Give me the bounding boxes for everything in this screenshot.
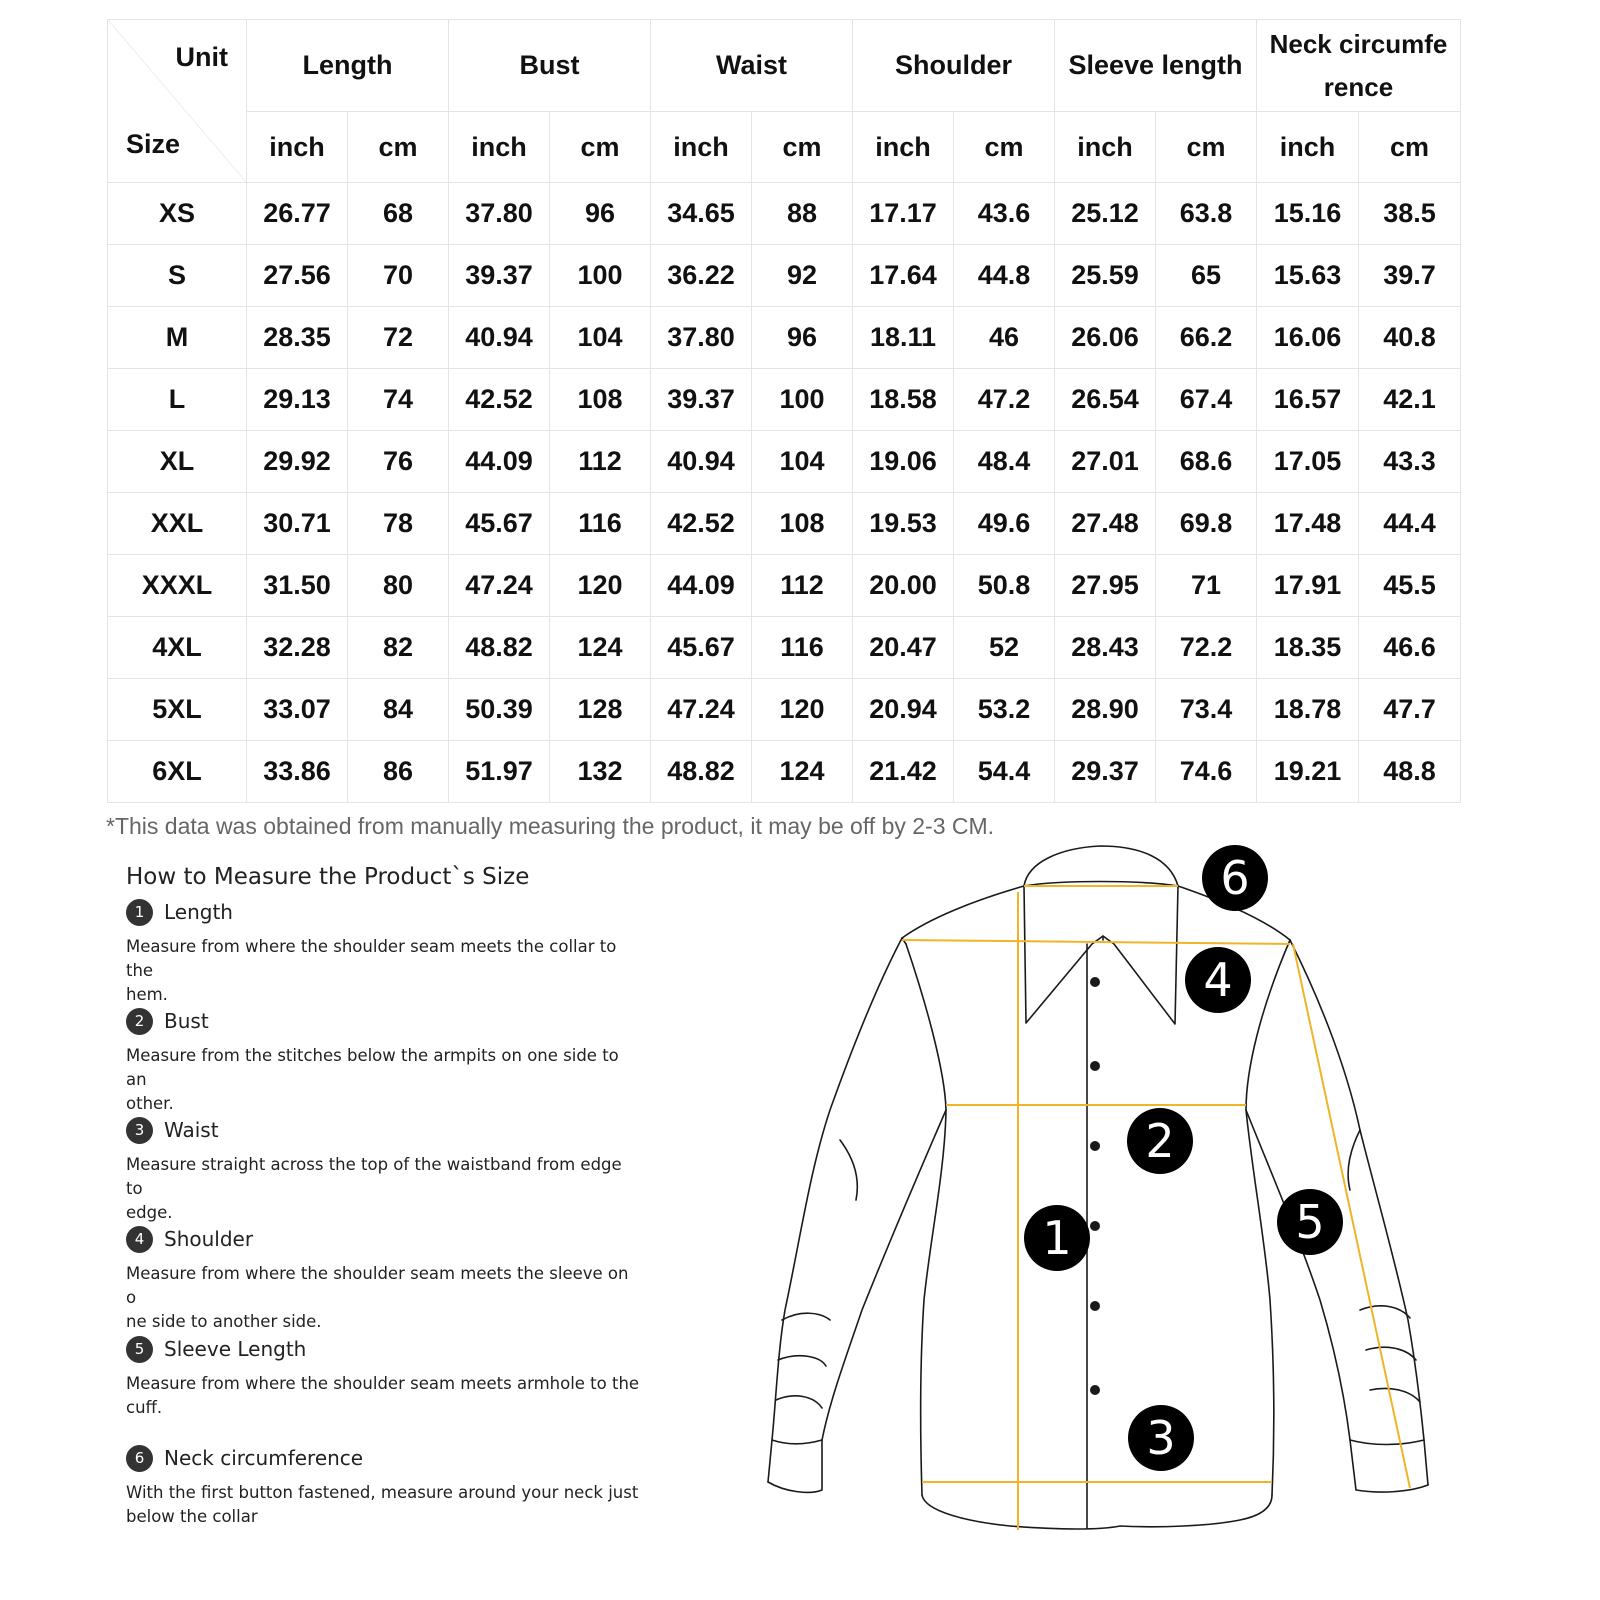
size-label-cell: 4XL	[108, 617, 247, 679]
measurement-cell: 33.86	[247, 741, 348, 803]
unit-inch-header: inch	[247, 112, 348, 183]
length-header: Length	[247, 20, 449, 112]
measurement-cell: 39.7	[1359, 245, 1461, 307]
measurement-cell: 53.2	[954, 679, 1055, 741]
measurement-cell: 25.59	[1055, 245, 1156, 307]
guide-item-neck-circumference	[126, 1443, 641, 1529]
measurement-cell: 42.1	[1359, 369, 1461, 431]
description-line: cuff.	[126, 1398, 163, 1417]
unit-size-corner-cell	[108, 20, 247, 183]
measurement-cell: 37.80	[449, 183, 550, 245]
measurement-cell: 66.2	[1156, 307, 1257, 369]
measurement-cell: 17.64	[853, 245, 954, 307]
measurement-cell: 20.94	[853, 679, 954, 741]
measurement-cell: 71	[1156, 555, 1257, 617]
table-row	[108, 617, 1461, 679]
measurement-cell: 52	[954, 617, 1055, 679]
marker-4-icon	[1185, 947, 1251, 1013]
table-row	[108, 741, 1461, 803]
measurement-cell: 29.37	[1055, 741, 1156, 803]
shirt-measurement-diagram	[760, 840, 1480, 1590]
measurement-cell: 18.11	[853, 307, 954, 369]
unit-cm-header: cm	[954, 112, 1055, 183]
measurement-cell: 45.67	[449, 493, 550, 555]
size-label-cell: XL	[108, 431, 247, 493]
size-label-cell: S	[108, 245, 247, 307]
button-dot	[1090, 1221, 1100, 1231]
waist-header: Waist	[651, 20, 853, 112]
measurement-cell: 26.54	[1055, 369, 1156, 431]
measurement-cell: 44.09	[651, 555, 752, 617]
marker-label: 5	[1295, 1195, 1325, 1249]
measurement-cell: 15.63	[1257, 245, 1359, 307]
guide-item-description	[126, 1481, 641, 1529]
measurement-cell: 27.48	[1055, 493, 1156, 555]
buttons	[1090, 977, 1100, 1395]
marker-label: 6	[1220, 851, 1250, 905]
measurement-cell: 38.5	[1359, 183, 1461, 245]
measurement-cell: 49.6	[954, 493, 1055, 555]
measurement-cell: 70	[348, 245, 449, 307]
measurement-cell: 30.71	[247, 493, 348, 555]
measurement-cell: 39.37	[449, 245, 550, 307]
guide-item-label: Shoulder	[164, 1227, 254, 1251]
neck-header-line1: Neck circumfe	[1269, 28, 1448, 59]
measurement-cell: 65	[1156, 245, 1257, 307]
measurement-cell: 100	[550, 245, 651, 307]
measurement-cell: 39.37	[651, 369, 752, 431]
measurement-cell: 86	[348, 741, 449, 803]
measurement-cell: 120	[550, 555, 651, 617]
shirt-outline-icon	[768, 846, 1428, 1529]
size-label-cell: M	[108, 307, 247, 369]
size-label-cell: XXL	[108, 493, 247, 555]
guide-item-label: Bust	[164, 1009, 209, 1033]
measurement-cell: 50.39	[449, 679, 550, 741]
measurement-cell: 17.91	[1257, 555, 1359, 617]
number-badge-icon: 4	[126, 1226, 153, 1253]
measurement-cell: 67.4	[1156, 369, 1257, 431]
measurement-cell: 17.05	[1257, 431, 1359, 493]
measurement-cell: 72	[348, 307, 449, 369]
measurement-cell: 84	[348, 679, 449, 741]
measurement-cell: 44.8	[954, 245, 1055, 307]
measurement-cell: 48.82	[449, 617, 550, 679]
guide-item-label: Length	[164, 900, 233, 924]
measurement-cell: 26.77	[247, 183, 348, 245]
marker-label: 2	[1145, 1114, 1175, 1168]
table-row	[108, 431, 1461, 493]
table-row	[108, 369, 1461, 431]
guide-item-description	[126, 935, 641, 1007]
measurement-cell: 116	[550, 493, 651, 555]
measurement-cell: 76	[348, 431, 449, 493]
unit-cm-header: cm	[752, 112, 853, 183]
measurement-cell: 44.09	[449, 431, 550, 493]
measurement-cell: 15.16	[1257, 183, 1359, 245]
measurement-cell: 100	[752, 369, 853, 431]
guide-item-label: Waist	[164, 1118, 219, 1142]
measurement-cell: 92	[752, 245, 853, 307]
measurement-cell: 44.4	[1359, 493, 1461, 555]
measurement-cell: 46.6	[1359, 617, 1461, 679]
unit-cm-header: cm	[1359, 112, 1461, 183]
marker-label: 4	[1203, 953, 1233, 1007]
neck-header-line2: rence	[1323, 71, 1394, 102]
measurement-cell: 16.06	[1257, 307, 1359, 369]
measurement-cell: 63.8	[1156, 183, 1257, 245]
measurement-cell: 104	[550, 307, 651, 369]
guide-item-sleeve-length	[126, 1334, 641, 1420]
measurement-cell: 78	[348, 493, 449, 555]
measurement-cell: 29.92	[247, 431, 348, 493]
measurement-cell: 19.53	[853, 493, 954, 555]
measurement-cell: 42.52	[449, 369, 550, 431]
measurement-cell: 82	[348, 617, 449, 679]
measurement-cell: 47.24	[449, 555, 550, 617]
measurement-cell: 80	[348, 555, 449, 617]
measurement-cell: 27.56	[247, 245, 348, 307]
measurement-cell: 27.95	[1055, 555, 1156, 617]
measurement-cell: 96	[550, 183, 651, 245]
measurement-cell: 20.47	[853, 617, 954, 679]
measurement-cell: 108	[550, 369, 651, 431]
guide-item-description	[126, 1044, 641, 1116]
description-line: Measure from where the shoulder seam meets the sleeve on o	[126, 1264, 629, 1307]
measurement-cell: 104	[752, 431, 853, 493]
size-header: Size	[126, 129, 181, 159]
measurement-cell: 54.4	[954, 741, 1055, 803]
measurement-cell: 32.28	[247, 617, 348, 679]
measurement-cell: 112	[752, 555, 853, 617]
measurement-cell: 47.7	[1359, 679, 1461, 741]
measurement-cell: 108	[752, 493, 853, 555]
description-line: other.	[126, 1094, 174, 1113]
measurement-cell: 45.67	[651, 617, 752, 679]
table-row	[108, 245, 1461, 307]
guide-item-bust	[126, 1006, 641, 1116]
measurement-disclaimer: *This data was obtained from manually measuring the product, it may be off by 2-3 CM.	[106, 813, 995, 839]
guide-item-shoulder	[126, 1224, 641, 1334]
unit-inch-header: inch	[449, 112, 550, 183]
guide-item-description	[126, 1372, 641, 1420]
size-label-cell: XXXL	[108, 555, 247, 617]
measurement-cell: 68.6	[1156, 431, 1257, 493]
measurement-cell: 19.21	[1257, 741, 1359, 803]
description-line: With the first button fastened, measure around your neck just	[126, 1483, 639, 1502]
measurement-cell: 50.8	[954, 555, 1055, 617]
measurement-cell: 74	[348, 369, 449, 431]
measurement-cell: 31.50	[247, 555, 348, 617]
number-badge-icon: 3	[126, 1117, 153, 1144]
marker-3-icon	[1128, 1405, 1194, 1471]
description-line: Measure from the stitches below the armpits on one side to an	[126, 1046, 619, 1089]
measurement-cell: 34.65	[651, 183, 752, 245]
marker-2-icon	[1127, 1108, 1193, 1174]
measurement-cell: 21.42	[853, 741, 954, 803]
description-line: Measure from where the shoulder seam meets armhole to the	[126, 1374, 640, 1393]
shoulder-header: Shoulder	[853, 20, 1055, 112]
measurement-cell: 29.13	[247, 369, 348, 431]
unit-cm-header: cm	[1156, 112, 1257, 183]
measurement-cell: 40.94	[651, 431, 752, 493]
size-label-cell: 6XL	[108, 741, 247, 803]
description-line: ne side to another side.	[126, 1312, 322, 1331]
description-line: hem.	[126, 985, 168, 1004]
measurement-cell: 36.22	[651, 245, 752, 307]
table-row	[108, 555, 1461, 617]
table-row	[108, 183, 1461, 245]
measurement-markers	[1024, 845, 1343, 1471]
measurement-cell: 132	[550, 741, 651, 803]
measurement-cell: 17.17	[853, 183, 954, 245]
measurement-cell: 128	[550, 679, 651, 741]
measurement-cell: 68	[348, 183, 449, 245]
guide-item-waist	[126, 1115, 641, 1225]
unit-inch-header: inch	[1257, 112, 1359, 183]
unit-inch-header: inch	[1055, 112, 1156, 183]
measurement-cell: 28.43	[1055, 617, 1156, 679]
button-dot	[1090, 977, 1100, 987]
measurement-cell: 47.2	[954, 369, 1055, 431]
measurement-cell: 73.4	[1156, 679, 1257, 741]
number-badge-icon: 5	[126, 1336, 153, 1363]
unit-inch-header: inch	[651, 112, 752, 183]
marker-1-icon	[1024, 1205, 1090, 1271]
measurement-cell: 17.48	[1257, 493, 1359, 555]
measurement-cell: 96	[752, 307, 853, 369]
marker-5-icon	[1277, 1189, 1343, 1255]
measurement-cell: 46	[954, 307, 1055, 369]
measurement-cell: 43.6	[954, 183, 1055, 245]
measurement-cell: 37.80	[651, 307, 752, 369]
measurement-cell: 28.35	[247, 307, 348, 369]
button-dot	[1090, 1141, 1100, 1151]
neck-circumference-header	[1257, 20, 1461, 112]
measurement-cell: 40.8	[1359, 307, 1461, 369]
marker-6-icon	[1202, 845, 1268, 911]
measurement-cell: 72.2	[1156, 617, 1257, 679]
unit-header: Unit	[175, 42, 228, 72]
size-label-cell: L	[108, 369, 247, 431]
measurement-cell: 48.4	[954, 431, 1055, 493]
measurement-cell: 18.58	[853, 369, 954, 431]
guide-title: How to Measure the Product`s Size	[126, 864, 530, 890]
guide-item-label: Neck circumference	[164, 1446, 364, 1470]
measurement-cell: 19.06	[853, 431, 954, 493]
guide-item-length	[126, 897, 641, 1007]
measurement-cell: 116	[752, 617, 853, 679]
measurement-cell: 124	[550, 617, 651, 679]
guide-item-description	[126, 1153, 641, 1225]
measurement-cell: 33.07	[247, 679, 348, 741]
marker-label: 3	[1146, 1411, 1176, 1465]
measurement-cell: 48.8	[1359, 741, 1461, 803]
measurement-cell: 26.06	[1055, 307, 1156, 369]
description-line: Measure from where the shoulder seam meets the collar to the	[126, 937, 617, 980]
measurement-cell: 120	[752, 679, 853, 741]
unit-cm-header: cm	[550, 112, 651, 183]
description-line: below the collar	[126, 1507, 258, 1526]
measurement-cell: 69.8	[1156, 493, 1257, 555]
sleeve-length-header: Sleeve length	[1055, 20, 1257, 112]
number-badge-icon: 1	[126, 899, 153, 926]
button-dot	[1090, 1301, 1100, 1311]
measurement-cell: 48.82	[651, 741, 752, 803]
measurement-cell: 47.24	[651, 679, 752, 741]
button-dot	[1090, 1061, 1100, 1071]
measurement-cell: 42.52	[651, 493, 752, 555]
measurement-cell: 27.01	[1055, 431, 1156, 493]
description-line: edge.	[126, 1203, 173, 1222]
measurement-cell: 18.78	[1257, 679, 1359, 741]
bust-header: Bust	[449, 20, 651, 112]
guide-item-description	[126, 1262, 641, 1334]
measurement-cell: 16.57	[1257, 369, 1359, 431]
measurement-cell: 28.90	[1055, 679, 1156, 741]
description-line: Measure straight across the top of the waistband from edge to	[126, 1155, 622, 1198]
measurement-cell: 74.6	[1156, 741, 1257, 803]
number-badge-icon: 6	[126, 1445, 153, 1472]
guide-item-label: Sleeve Length	[164, 1337, 307, 1361]
measurement-cell: 124	[752, 741, 853, 803]
table-row	[108, 307, 1461, 369]
measurement-cell: 40.94	[449, 307, 550, 369]
table-row	[108, 679, 1461, 741]
number-badge-icon: 2	[126, 1008, 153, 1035]
measurement-cell: 88	[752, 183, 853, 245]
unit-cm-header: cm	[348, 112, 449, 183]
marker-label: 1	[1042, 1211, 1072, 1265]
measurement-cell: 18.35	[1257, 617, 1359, 679]
measure-guide	[126, 862, 641, 1526]
button-dot	[1090, 1385, 1100, 1395]
measurement-cell: 43.3	[1359, 431, 1461, 493]
measurement-cell: 112	[550, 431, 651, 493]
measurement-cell: 20.00	[853, 555, 954, 617]
measurement-cell: 25.12	[1055, 183, 1156, 245]
unit-inch-header: inch	[853, 112, 954, 183]
size-label-cell: XS	[108, 183, 247, 245]
measurement-cell: 51.97	[449, 741, 550, 803]
size-chart-table	[107, 19, 1461, 803]
table-row	[108, 493, 1461, 555]
size-label-cell: 5XL	[108, 679, 247, 741]
measurement-cell: 45.5	[1359, 555, 1461, 617]
